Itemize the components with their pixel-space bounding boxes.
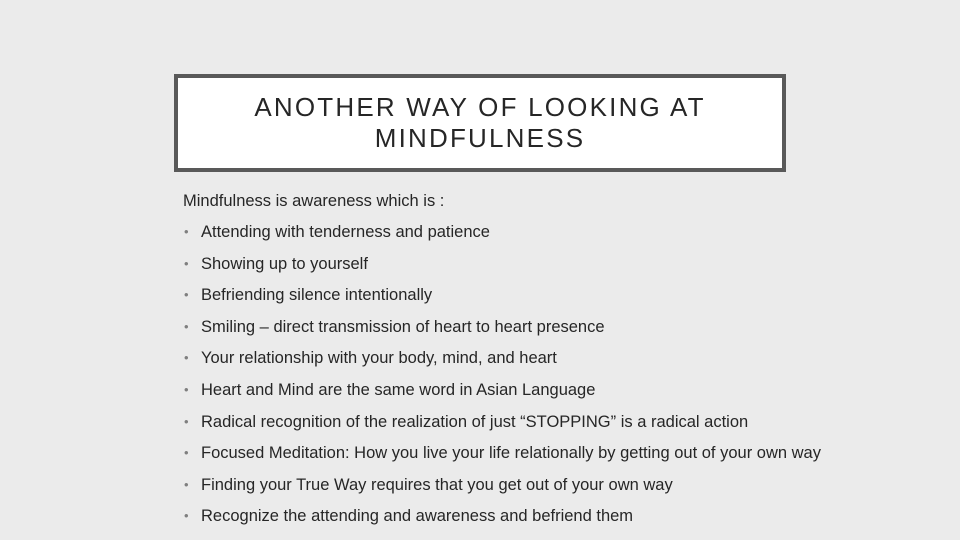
bullet-item — [183, 442, 863, 464]
title-box — [174, 74, 786, 172]
bullet-icon: • — [184, 318, 189, 334]
bullet-item — [183, 411, 863, 433]
bullet-item — [183, 253, 863, 275]
bullet-text: Radical recognition of the realization of just “STOPPING” is a radical action — [201, 412, 749, 431]
slide-title: ANOTHER WAY OF LOOKING AT MINDFULNESS — [254, 92, 706, 153]
bullet-icon: • — [184, 476, 189, 492]
bullet-item — [183, 284, 863, 306]
bullet-icon: • — [184, 508, 189, 524]
slide-body — [183, 190, 863, 537]
bullet-text: Showing up to yourself — [201, 254, 368, 273]
bullet-item — [183, 347, 863, 369]
bullet-item — [183, 379, 863, 401]
bullet-icon: • — [184, 413, 189, 429]
bullet-item — [183, 474, 863, 496]
bullet-icon: • — [184, 350, 189, 366]
bullet-icon: • — [184, 381, 189, 397]
bullet-item — [183, 316, 863, 338]
bullet-text: Your relationship with your body, mind, and heart — [201, 349, 557, 368]
bullet-text: Focused Meditation: How you live your life relationally by getting out of your own way — [201, 444, 821, 463]
bullet-item — [183, 221, 863, 243]
bullet-text: Befriending silence intentionally — [201, 286, 433, 305]
bullet-text: Heart and Mind are the same word in Asian Language — [201, 380, 596, 399]
bullet-item — [183, 505, 863, 527]
bullet-icon: • — [184, 224, 189, 239]
bullet-text: Finding your True Way requires that you get out of your own way — [201, 475, 673, 494]
bullet-text: Recognize the attending and awareness and befriend them — [201, 507, 634, 526]
bullet-icon: • — [184, 287, 189, 303]
bullet-icon: • — [184, 255, 189, 271]
bullet-text: Smiling – direct transmission of heart to heart presence — [201, 317, 605, 336]
bullet-text: Attending with tenderness and patience — [201, 223, 490, 241]
bullet-icon: • — [184, 445, 189, 461]
intro-text: Mindfulness is awareness which is : — [183, 192, 445, 210]
bullet-list — [183, 221, 863, 527]
